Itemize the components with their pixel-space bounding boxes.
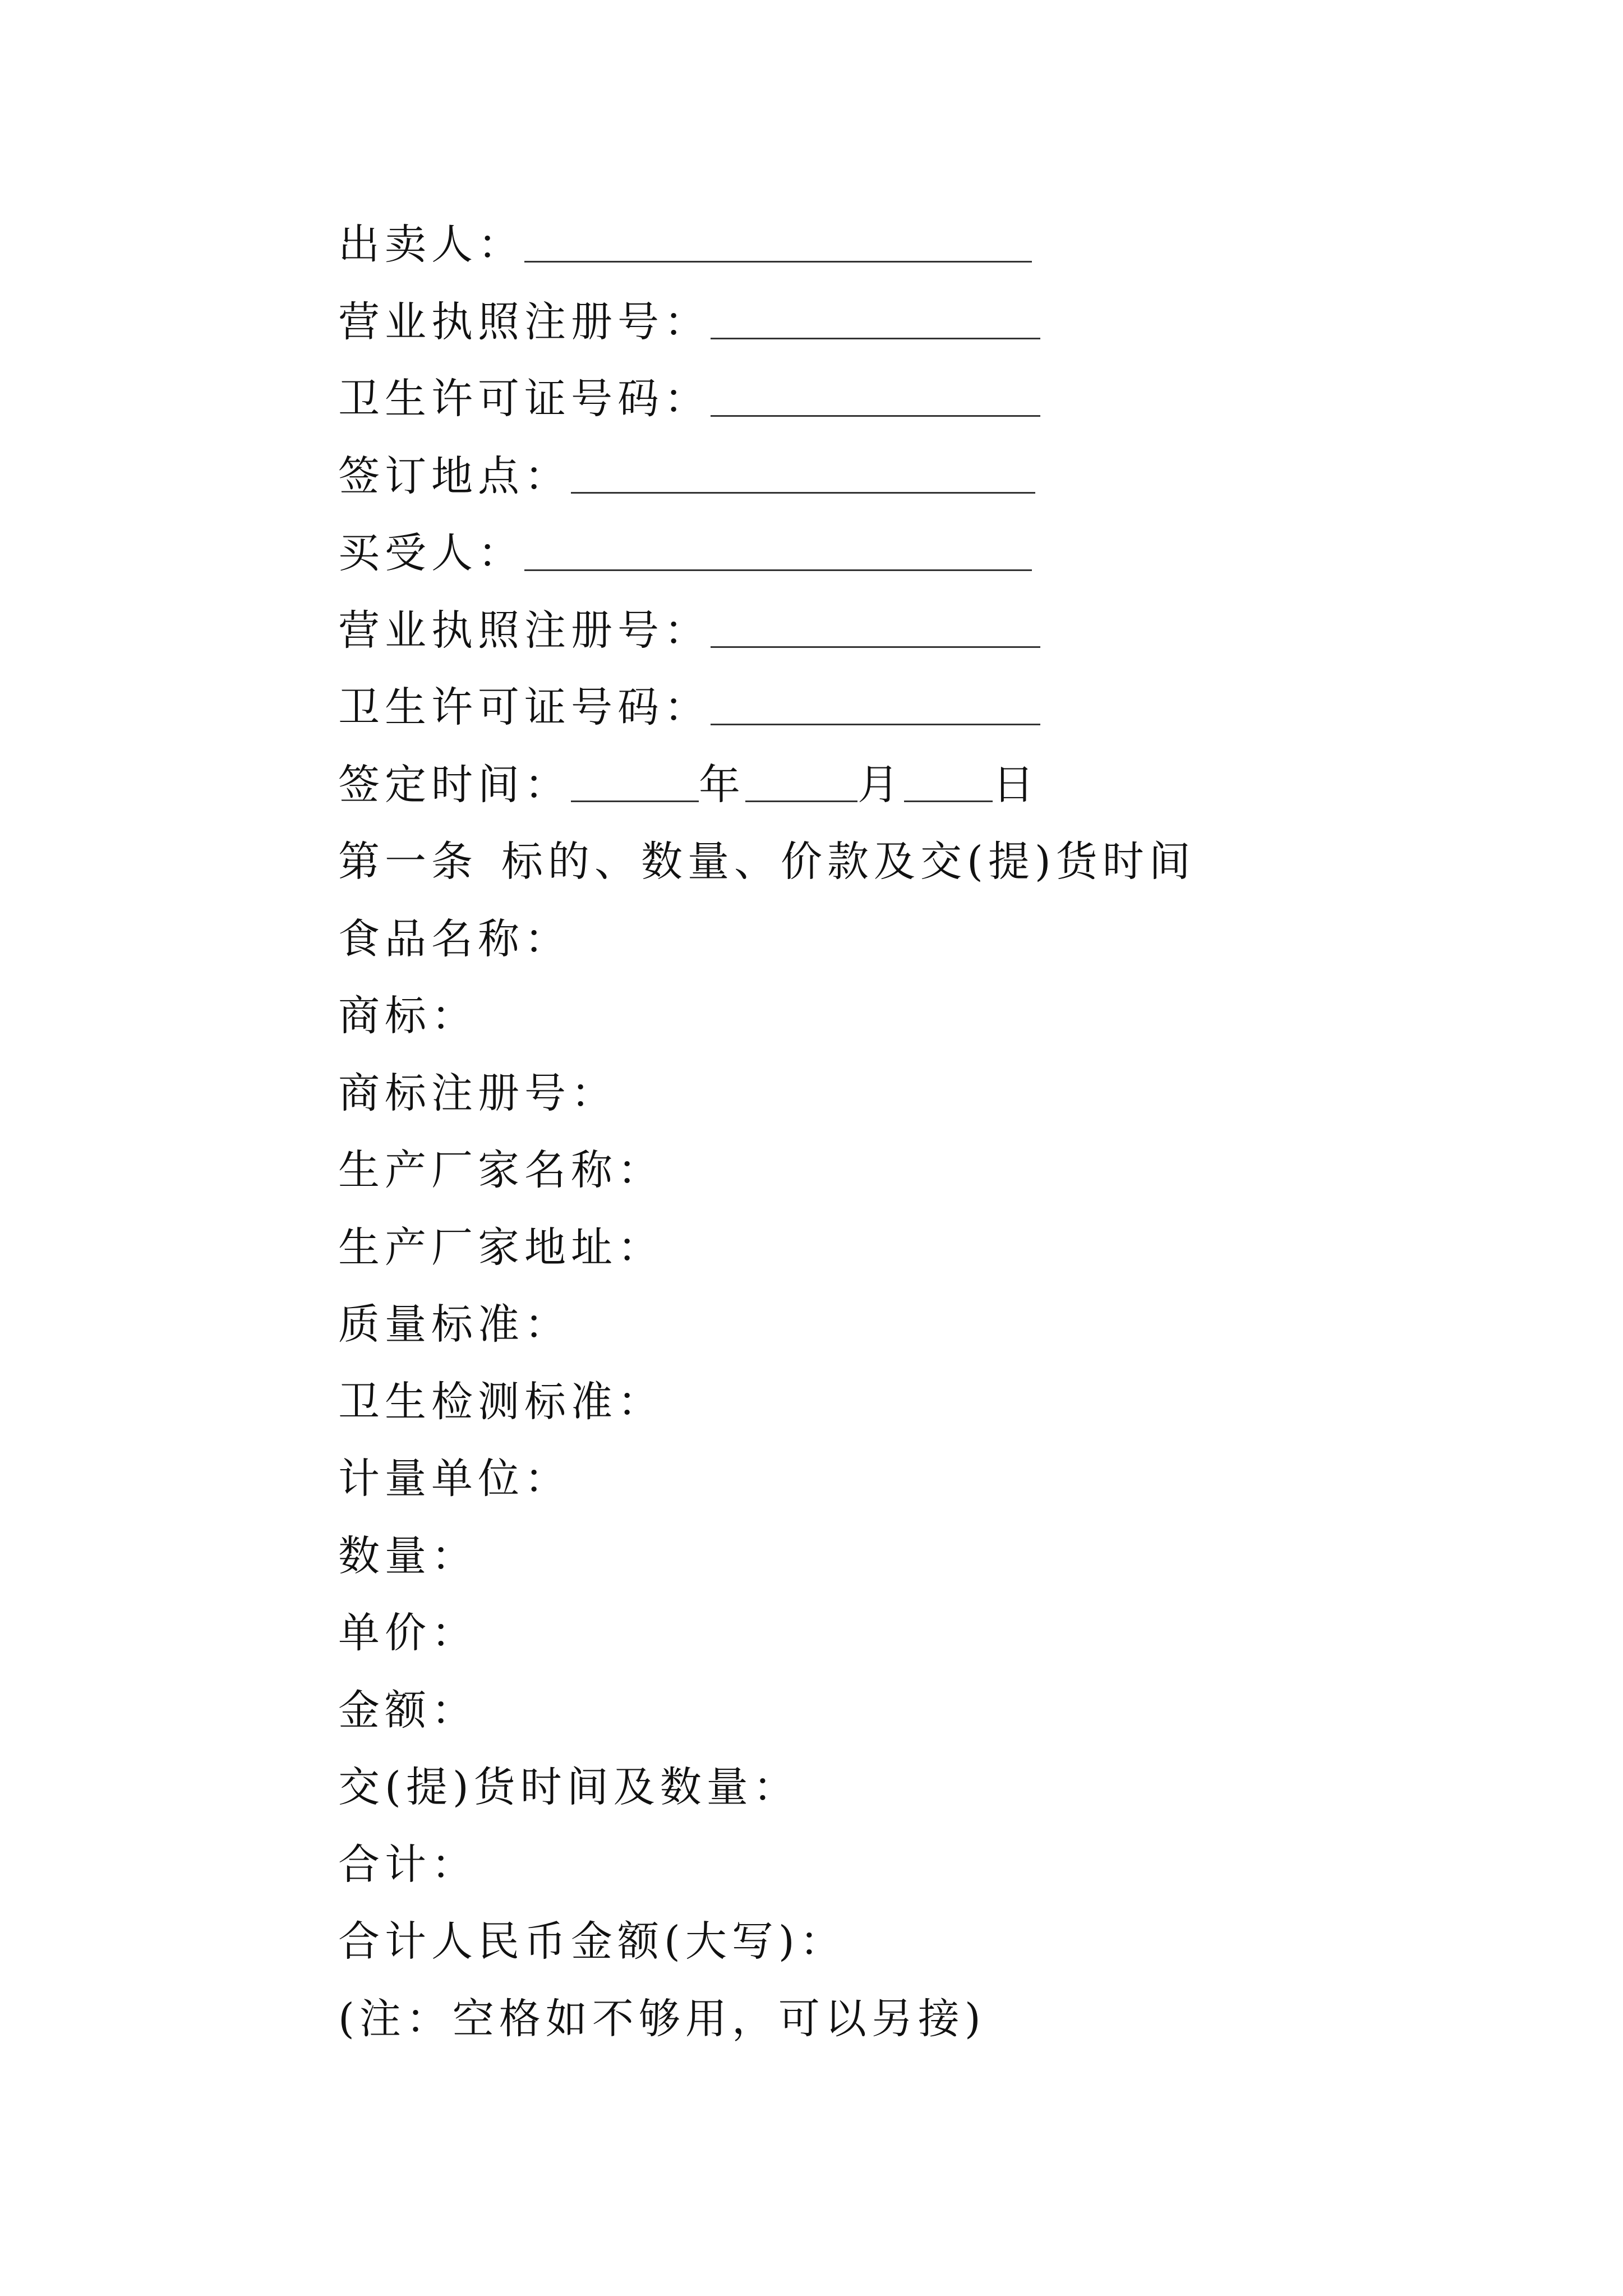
goods-field bbox=[338, 1209, 1348, 1287]
buyer-line bbox=[338, 515, 1348, 592]
note-text: (注：空格如不够用，可以另接) bbox=[338, 1994, 986, 2043]
goods-field bbox=[338, 1903, 1348, 1981]
measure-unit-label: 计量单位： bbox=[338, 1455, 571, 1503]
seller-hygiene-blank[interactable] bbox=[711, 415, 1040, 417]
goods-field bbox=[338, 1441, 1348, 1518]
seller-license-line bbox=[338, 284, 1348, 361]
amount-label: 金额： bbox=[338, 1686, 478, 1734]
hygiene-test-standard-label: 卫生检测标准： bbox=[338, 1377, 664, 1426]
quantity-label: 数量： bbox=[338, 1531, 478, 1580]
day-label: 日 bbox=[993, 760, 1039, 809]
buyer-hygiene-blank[interactable] bbox=[711, 724, 1040, 725]
buyer-label: 买受人： bbox=[338, 529, 524, 577]
total-rmb-label: 合计人民币金额(大写)： bbox=[338, 1917, 846, 1966]
contract-document bbox=[338, 206, 1348, 2058]
goods-field bbox=[338, 1826, 1348, 1904]
seller-license-blank[interactable] bbox=[711, 338, 1040, 339]
year-label: 年 bbox=[699, 760, 745, 809]
buyer-license-line bbox=[338, 592, 1348, 670]
goods-field bbox=[338, 1286, 1348, 1364]
trademark-label: 商标： bbox=[338, 992, 478, 1040]
buyer-hygiene-label: 卫生许可证号码： bbox=[338, 683, 711, 731]
unit-price-label: 单价： bbox=[338, 1609, 478, 1657]
buyer-license-blank[interactable] bbox=[711, 646, 1040, 648]
delivery-time-label: 交(提)货时间及数量： bbox=[338, 1763, 800, 1811]
year-blank[interactable] bbox=[571, 800, 699, 802]
month-label: 月 bbox=[857, 760, 904, 809]
signing-place-label: 签订地点： bbox=[338, 452, 571, 500]
seller-line bbox=[338, 206, 1348, 284]
manufacturer-address-label: 生产厂家地址： bbox=[338, 1223, 664, 1272]
seller-blank[interactable] bbox=[524, 261, 1032, 263]
buyer-blank[interactable] bbox=[524, 569, 1032, 571]
article1-heading bbox=[338, 823, 1348, 901]
goods-field bbox=[338, 978, 1348, 1055]
seller-hygiene-line bbox=[338, 361, 1348, 438]
goods-field bbox=[338, 1518, 1348, 1595]
signing-time-label: 签定时间： bbox=[338, 760, 571, 809]
note-line bbox=[338, 1981, 1348, 2058]
food-name-label: 食品名称： bbox=[338, 914, 571, 963]
month-blank[interactable] bbox=[745, 800, 857, 802]
goods-field bbox=[338, 1749, 1348, 1826]
goods-field bbox=[338, 1672, 1348, 1750]
manufacturer-name-label: 生产厂家名称： bbox=[338, 1146, 664, 1194]
buyer-hygiene-line bbox=[338, 669, 1348, 747]
quality-standard-label: 质量标准： bbox=[338, 1300, 571, 1349]
buyer-license-label: 营业执照注册号： bbox=[338, 606, 711, 655]
goods-field bbox=[338, 1055, 1348, 1133]
goods-field bbox=[338, 1364, 1348, 1441]
seller-hygiene-label: 卫生许可证号码： bbox=[338, 375, 711, 423]
goods-field bbox=[338, 1595, 1348, 1672]
total-label: 合计： bbox=[338, 1840, 478, 1889]
trademark-reg-label: 商标注册号： bbox=[338, 1069, 617, 1117]
article1-number: 第一条 bbox=[338, 838, 478, 886]
seller-label: 出卖人： bbox=[338, 220, 524, 269]
seller-license-label: 营业执照注册号： bbox=[338, 297, 711, 346]
signing-time-line bbox=[338, 747, 1348, 824]
signing-place-blank[interactable] bbox=[571, 492, 1035, 494]
goods-field bbox=[338, 1132, 1348, 1209]
article1-title: 标的、数量、价款及交(提)货时间 bbox=[501, 838, 1196, 886]
signing-place-line bbox=[338, 438, 1348, 516]
day-blank[interactable] bbox=[904, 800, 993, 802]
goods-field bbox=[338, 901, 1348, 978]
